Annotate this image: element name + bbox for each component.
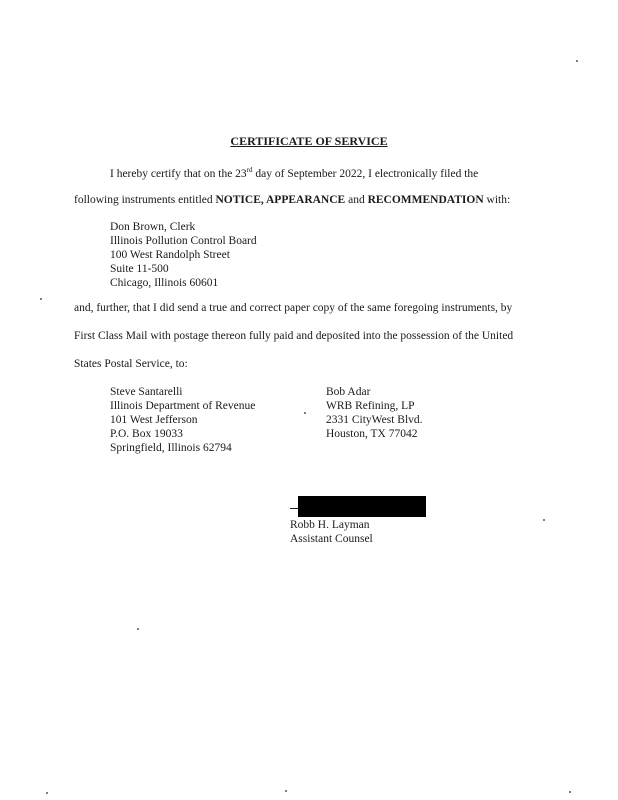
service-paragraph-line-3: States Postal Service, to: xyxy=(74,358,188,370)
clerk-address-line: Don Brown, Clerk xyxy=(110,221,196,233)
cert-text-part-1: I hereby certify that on the 23 xyxy=(110,167,247,180)
scan-speck xyxy=(543,519,545,521)
scan-speck xyxy=(46,792,48,794)
recipient-right-line: 2331 CityWest Blvd. xyxy=(326,414,423,426)
recipient-address-left xyxy=(110,385,255,455)
certification-paragraph-line-2 xyxy=(74,194,510,206)
clerk-address-line: Suite 11-500 xyxy=(110,263,169,275)
certification-paragraph-line-1 xyxy=(74,166,478,180)
instruments-conjunction: and xyxy=(345,194,368,206)
recipient-left-line: P.O. Box 19033 xyxy=(110,428,183,440)
scan-speck xyxy=(40,298,42,300)
clerk-address-line: Chicago, Illinois 60601 xyxy=(110,277,219,289)
service-paragraph-line-1: and, further, that I did send a true and correct paper copy of the same foregoing instruments, by xyxy=(74,302,513,314)
instrument-name-1: NOTICE, APPEARANCE xyxy=(215,194,346,206)
signer-title: Assistant Counsel xyxy=(290,533,373,545)
recipient-right-line: Bob Adar xyxy=(326,386,371,398)
instruments-intro: following instruments entitled xyxy=(74,194,216,206)
signer-name: Robb H. Layman xyxy=(290,519,370,531)
cert-date-suffix: rd xyxy=(246,166,253,174)
recipient-address-right xyxy=(326,385,423,441)
document-title: CERTIFICATE OF SERVICE xyxy=(230,134,388,148)
signer-block xyxy=(290,518,373,546)
recipient-right-line: WRB Refining, LP xyxy=(326,400,415,412)
recipient-left-line: Steve Santarelli xyxy=(110,386,183,398)
instrument-name-2: RECOMMENDATION xyxy=(367,194,484,206)
recipient-left-line: 101 West Jefferson xyxy=(110,414,198,426)
clerk-address-block xyxy=(110,220,257,290)
cert-text-part-2: day of September 2022, I electronically filed the xyxy=(252,167,479,180)
clerk-address-line: Illinois Pollution Control Board xyxy=(110,235,257,247)
service-paragraph-line-2: First Class Mail with postage thereon fully paid and deposited into the possession of the United xyxy=(74,330,514,342)
instruments-outro: with: xyxy=(483,194,511,206)
redacted-signature xyxy=(298,496,426,517)
scan-speck xyxy=(137,628,139,630)
scan-speck xyxy=(285,790,287,792)
recipient-left-line: Illinois Department of Revenue xyxy=(110,400,256,412)
clerk-address-line: 100 West Randolph Street xyxy=(110,249,230,261)
signature-line xyxy=(290,508,298,509)
scan-speck xyxy=(304,412,306,414)
scan-speck xyxy=(569,791,571,793)
scan-speck xyxy=(576,60,578,62)
recipient-left-line: Springfield, Illinois 62794 xyxy=(110,442,232,454)
recipient-right-line: Houston, TX 77042 xyxy=(326,428,418,440)
